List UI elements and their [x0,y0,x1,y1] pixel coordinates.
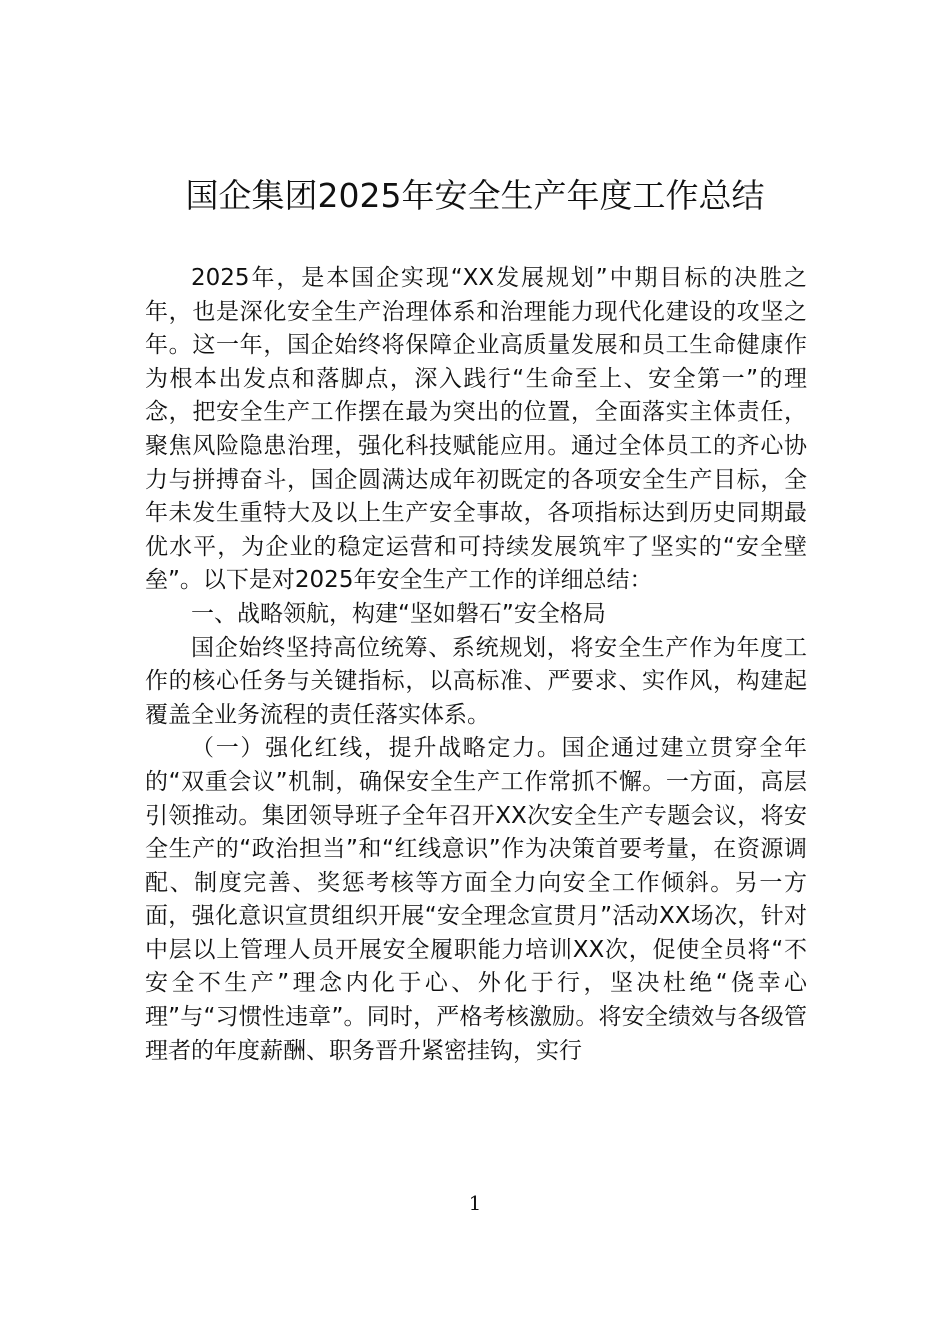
section-paragraph: 国企始终坚持高位统筹、系统规划，将安全生产作为年度工作的核心任务与关键指标，以高标准、严要求、实作风，构建起覆盖全业务流程的责任落实体系。 [145,634,807,728]
document-title: 国企集团2025年安全生产年度工作总结 [185,176,765,215]
document-body [145,262,807,1068]
page-number: 1 [468,1191,482,1215]
section-heading: 一、战略领航，构建“坚如磐石”安全格局 [191,600,606,627]
subsection-paragraph: （一）强化红线，提升战略定力。国企通过建立贯穿全年的“双重会议”机制，确保安全生产工作常抓不懈。一方面，高层引领推动。集团领导班子全年召开XX次安全生产专题会议，将安全生产的“政治担当”和“红线意识”作为决策首要考量，在资源调配、制度完善、奖惩考核等方面全力向安全工作倾斜。另一方面，强化意识宣贯组织开展“安全理念宣贯月”活动XX场次，针对中层以上管理人员开展安全履职能力培训XX次，促使全员将“不安全不生产”理念内化于心、外化于行，坚决杜绝“侥幸心理”与“习惯性违章”。同时，严格考核激励。将安全绩效与各级管理者的年度薪酬、职务晋升紧密挂钩，实行 [145,735,807,1064]
intro-paragraph: 2025年，是本国企实现“XX发展规划”中期目标的决胜之年，也是深化安全生产治理体系和治理能力现代化建设的攻坚之年。这一年，国企始终将保障企业高质量发展和员工生命健康作为根本出发点和落脚点，深入践行“生命至上、安全第一”的理念，把安全生产工作摆在最为突出的位置，全面落实主体责任，聚焦风险隐患治理，强化科技赋能应用。通过全体员工的齐心协力与拼搏奋斗，国企圆满达成年初既定的各项安全生产目标，全年未发生重特大及以上生产安全事故，各项指标达到历史同期最优水平，为企业的稳定运营和可持续发展筑牢了坚实的“安全壁垒”。以下是对2025年安全生产工作的详细总结： [145,265,807,594]
